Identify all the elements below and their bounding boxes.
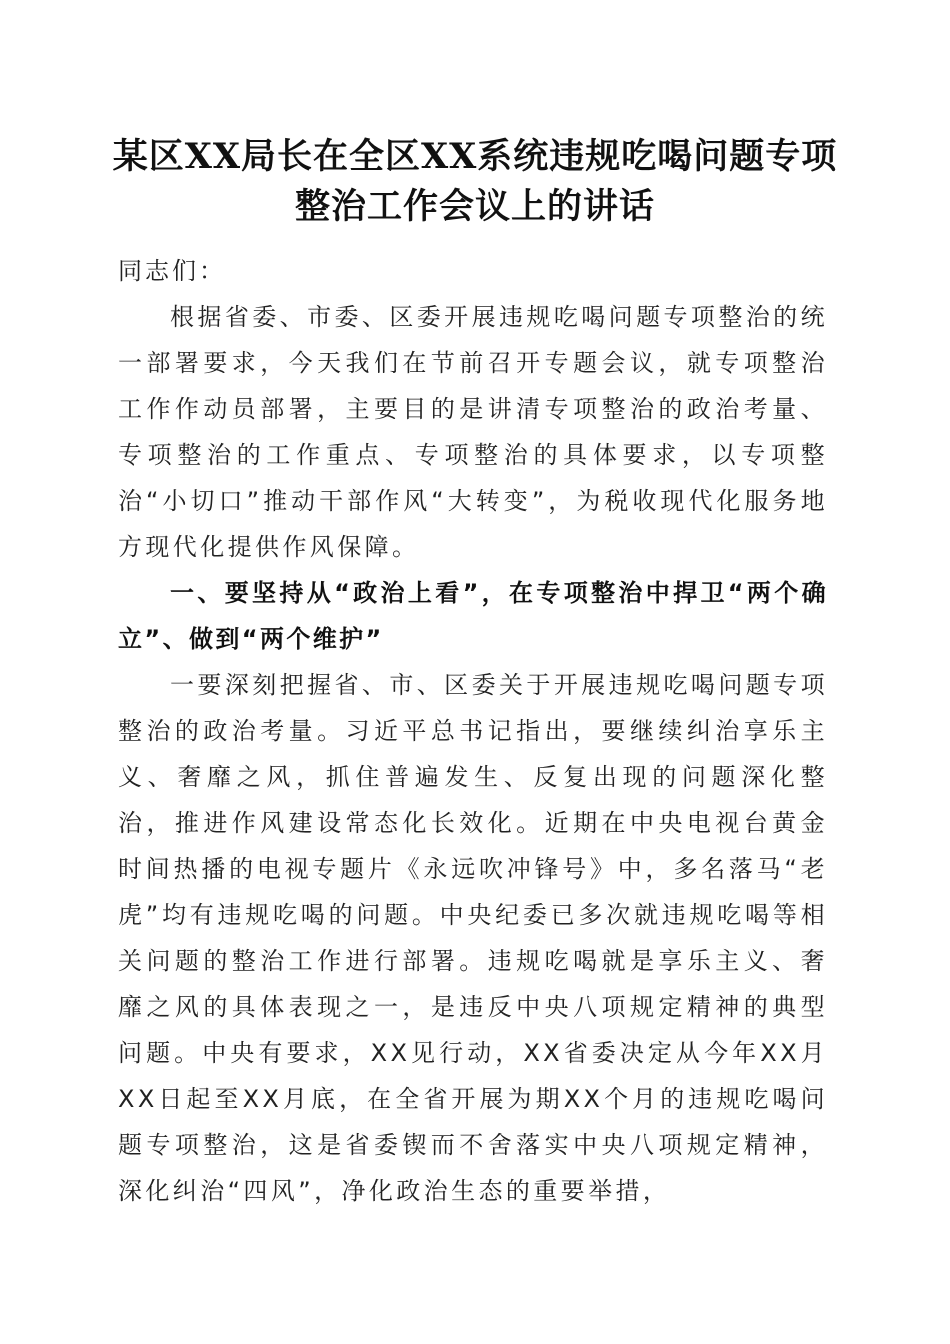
section-heading: 一、要坚持从“政治上看”，在专项整治中捍卫“两个确立”、做到“两个维护” [118, 579, 828, 653]
intro-paragraph: 根据省委、市委、区委开展违规吃喝问题专项整治的统一部署要求，今天我们在节前召开专题会议，就专项整治工作作动员部署，主要目的是讲清专项整治的政治考量、专项整治的工作重点、专项整治的具体要求，以专项整治“小切口”推动干部作风“大转变”，为税收现代化服务地方现代化提供作风保障。 [118, 303, 828, 561]
document-body [118, 248, 828, 1214]
section-paragraph: 一要深刻把握省、市、区委关于开展违规吃喝问题专项整治的政治考量。习近平总书记指出，要继续纠治享乐主义、奢靡之风，抓住普遍发生、反复出现的问题深化整治，推进作风建设常态化长效化。近期在中央电视台黄金时间热播的电视专题片《永远吹冲锋号》中，多名落马“老虎”均有违规吃喝的问题。中央纪委已多次就违规吃喝等相关问题的整治工作进行部署。违规吃喝就是享乐主义、奢靡之风的具体表现之一，是违反中央八项规定精神的典型问题。中央有要求，XX见行动，XX省委决定从今年XX月XX日起至XX月底，在全省开展为期XX个月的违规吃喝问题专项整治，这是省委锲而不舍落实中央八项规定精神，深化纠治“四风”，净化政治生态的重要举措， [118, 671, 828, 1205]
document-title: 某区XX局长在全区XX系统违规吃喝问题专项整治工作会议上的讲话 [112, 136, 838, 227]
salutation: 同志们： [118, 257, 226, 285]
